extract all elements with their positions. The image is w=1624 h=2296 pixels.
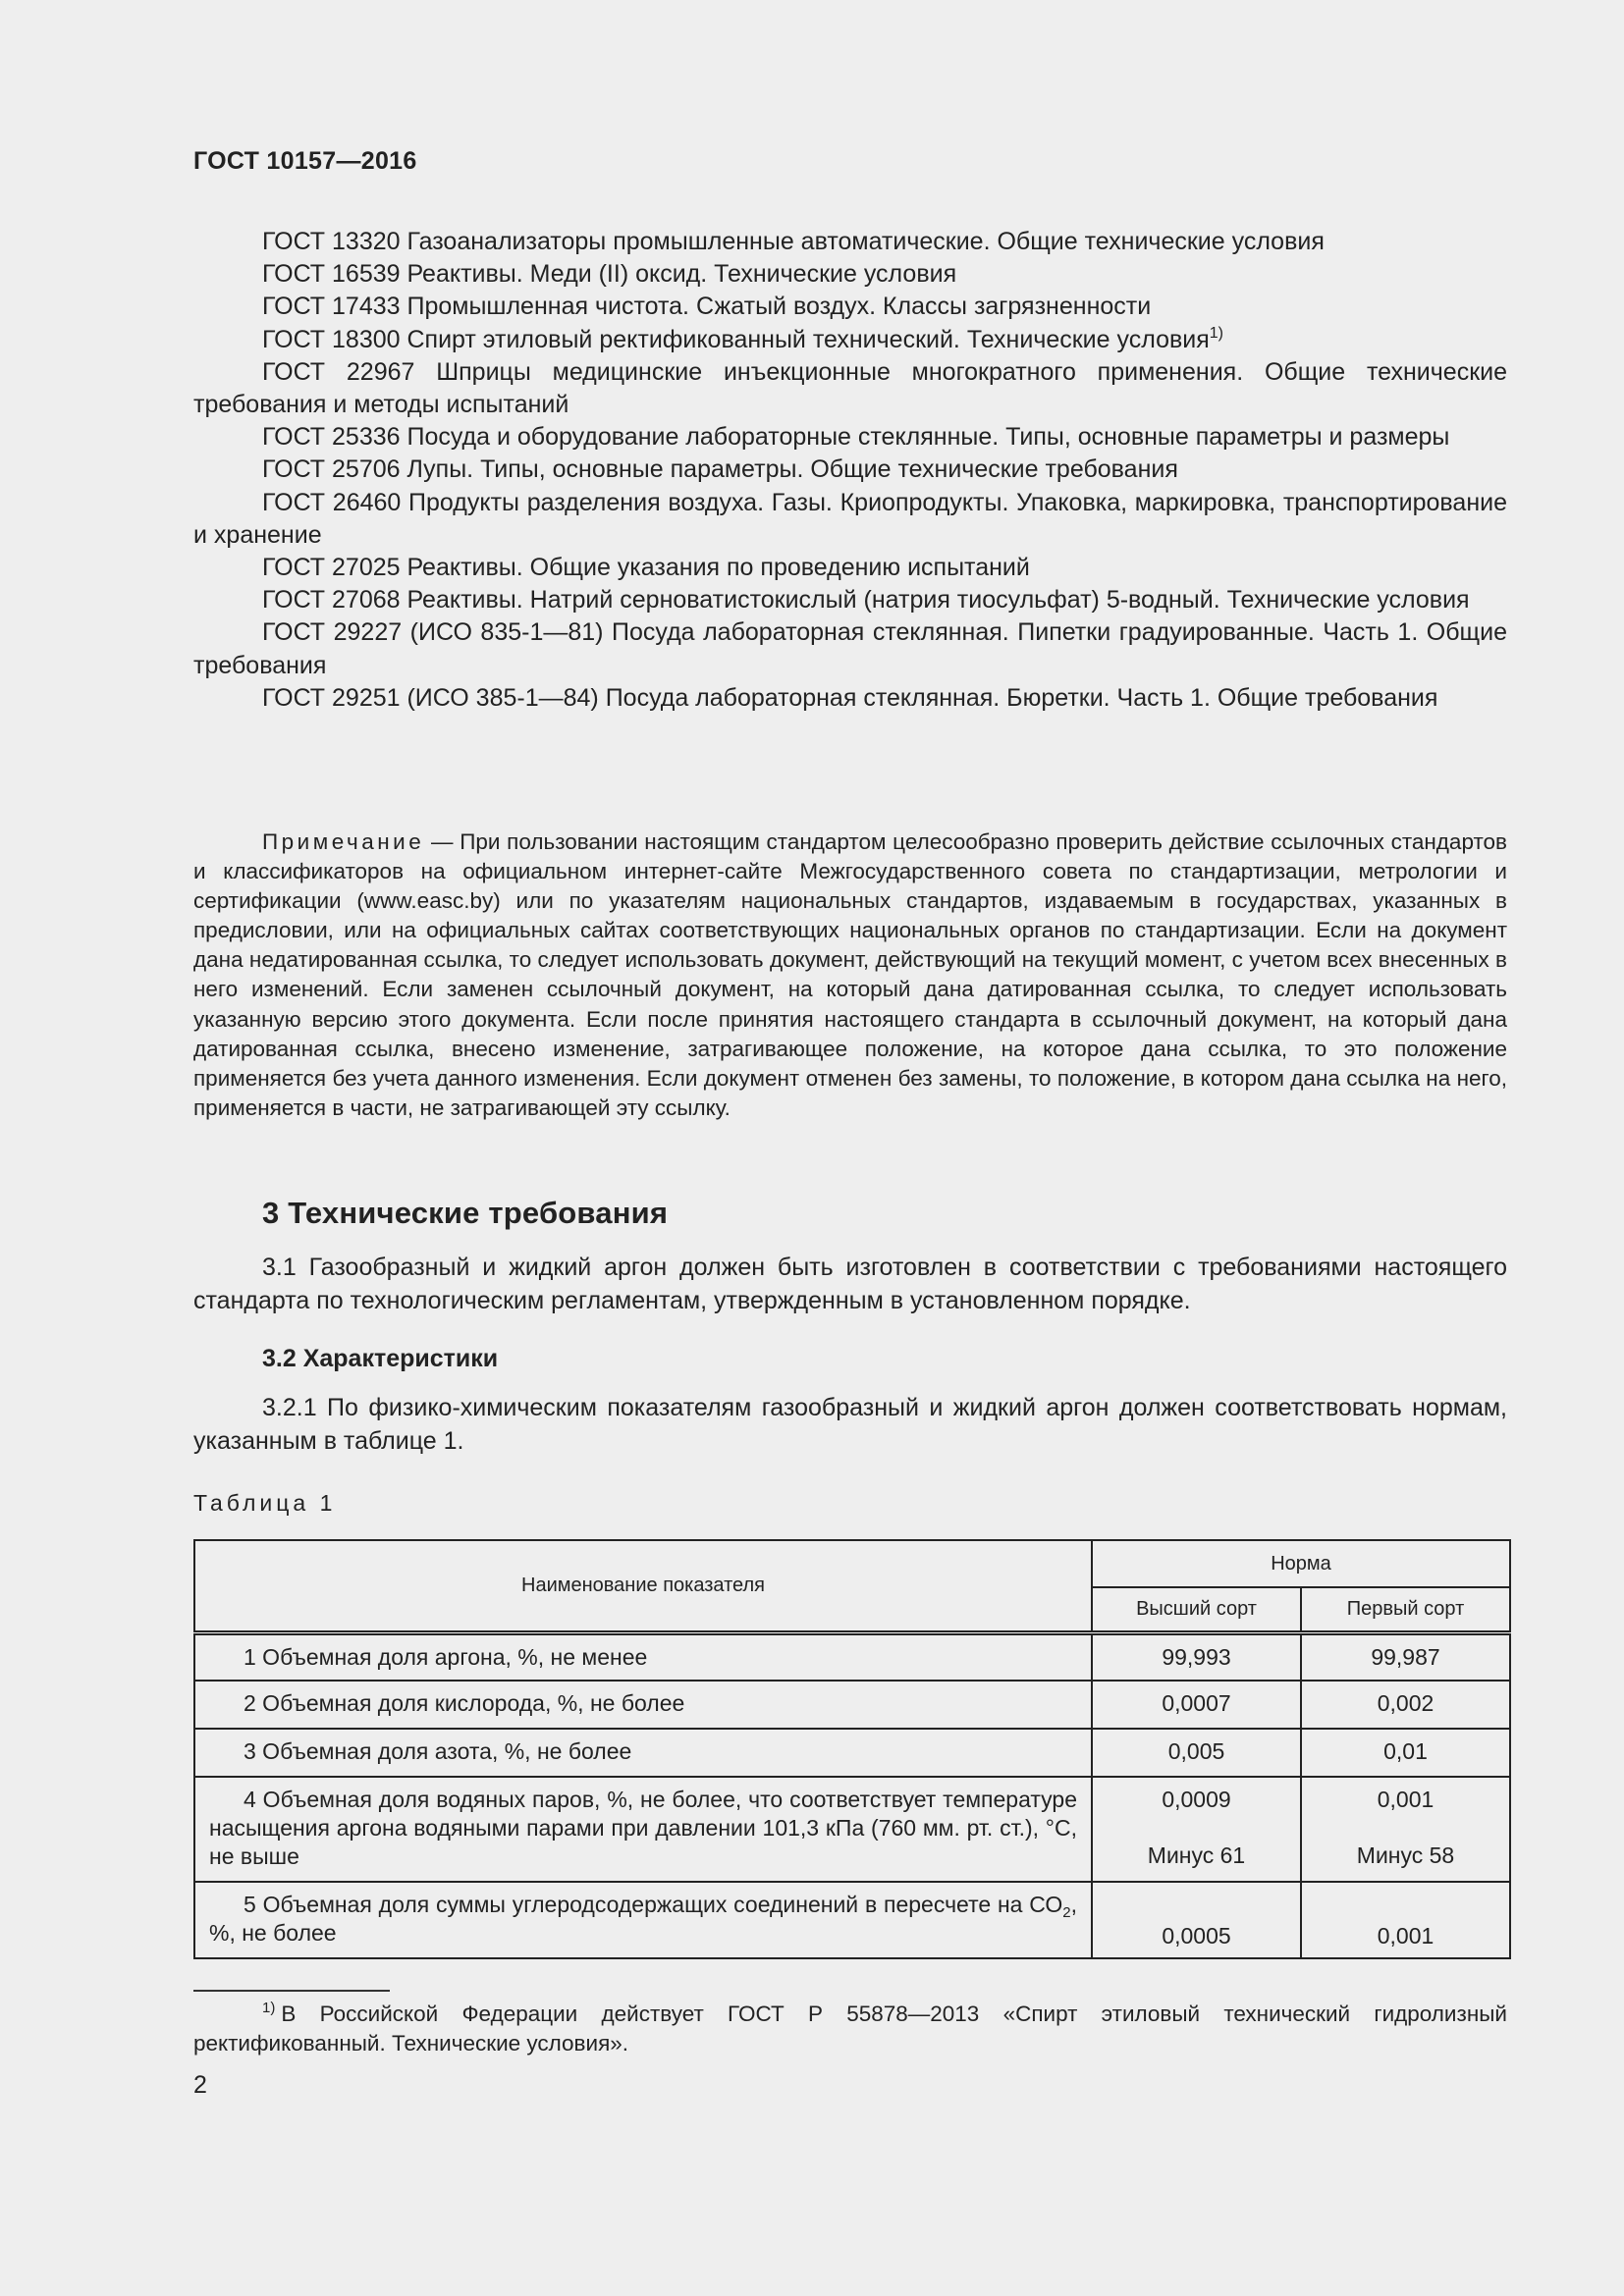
table-row: 1 Объемная доля аргона, %, не менее 99,993 99,987 [194,1632,1510,1681]
header-grade-first: Первый сорт [1301,1587,1510,1632]
paragraph-3-1: 3.1 Газообразный и жидкий аргон должен быть изготовлен в соответствии с требованиями настоящего стандарта по технологическим регламентам, утвержденным в установленном порядке. [193,1254,1507,1314]
note-label: Примечание [262,829,425,854]
reference-item: ГОСТ 27025 Реактивы. Общие указания по проведению испытаний [262,554,1030,582]
reference-item: ГОСТ 27068 Реактивы. Натрий серноватистокислый (натрия тиосульфат) 5-водный. Технические условия [262,586,1470,614]
footnote-separator [193,1990,390,1992]
table-row: 3 Объемная доля азота, %, не более 0,005 0,01 [194,1729,1510,1777]
reference-item: ГОСТ 26460 Продукты разделения воздуха. Газы. Криопродукты. Упаковка, маркировка, транспортирование и хранение [193,488,1507,549]
reference-item: ГОСТ 25706 Лупы. Типы, основные параметры. Общие технические требования [262,455,1178,484]
table-row: 4 Объемная доля водяных паров, %, не более, что соответствует температуре насыщения аргона водяными парами при давлении 101,3 кПа (760 мм. рт. ст.), °С, не выше 0,0009 Минус 61 0,001 Минус 58 [194,1777,1510,1882]
subsection-heading: 3.2 Характеристики [262,1345,499,1372]
page-number: 2 [193,2071,207,2099]
value-fraction: 0,0009 [1162,1787,1231,1812]
reference-item: ГОСТ 22967 Шприцы медицинские инъекционные многократного применения. Общие технические требования и методы испытаний [193,357,1507,419]
note-paragraph [193,828,1507,1123]
reference-item: ГОСТ 25336 Посуда и оборудование лабораторные стеклянные. Типы, основные параметры и размеры [262,423,1450,452]
value-fraction: 0,001 [1377,1787,1435,1812]
table-caption: Таблица 1 [193,1490,337,1516]
reference-item: ГОСТ 29227 (ИСО 835-1—81) Посуда лабораторная стеклянная. Пипетки градуированные. Часть 1. Общие требования [193,618,1507,679]
reference-item: ГОСТ 16539 Реактивы. Меди (II) оксид. Технические условия [262,260,957,289]
table-row: 5 Объемная доля суммы углеродсодержащих соединений в пересчете на $СО_2$, %, не более 0,0005 0,001 [194,1882,1510,1958]
paragraph-3-2-1: 3.2.1 По физико-химическим показателям газообразный и жидкий аргон должен соответствовать нормам, указанным в таблице 1. [193,1394,1507,1455]
reference-item: ГОСТ 18300 Спирт этиловый ректификованный технический. Технические условия$^{1)}$ [262,324,1224,353]
section-heading: 3 Технические требования [262,1196,669,1230]
reference-item: ГОСТ 13320 Газоанализаторы промышленные автоматические. Общие технические условия [262,228,1325,255]
normative-references [193,226,1507,715]
characteristics-table [193,1539,1511,1959]
header-norm: Норма [1092,1540,1510,1587]
document-header: ГОСТ 10157—2016 [193,147,417,175]
footnote-mark: 1) [1209,324,1224,342]
footnote: $^{1)}$ В Российской Федерации действует ГОСТ Р 55878—2013 «Спирт этиловый технический гидролизный ректификованный. Технические условия». [193,2000,1507,2056]
header-grade-highest: Высший сорт [1092,1587,1301,1632]
value-temperature: Минус 61 [1147,1842,1246,1868]
note-text: — При пользовании настоящим стандартом целесообразно проверить действие ссылочных стандартов и классификаторов на официальном интернет-сайте Межгосударственного совета по стандартизации, метрологии и сертификации (www.easc.by) или по указателям национальных стандартов, издаваемым в государствах, указанных в предисловии, или на официальных сайтах соответствующих национальных органов по стандартизации. Если на документ дана недатированная ссылка, то следует использовать документ, действующий на текущий момент, с учетом всех внесенных в него изменений. Если заменен ссылочный документ, на который дана датированная ссылка, то следует использовать указанную версию этого документа. Если после принятия настоящего стандарта в ссылочный документ, на который дана датированная ссылка, внесено изменение, затрагивающее положение, на которое дана ссылка, то это положение применяется без учета данного изменения. Если документ отменен без замены, то положение, в котором дана ссылка на него, применяется в части, не затрагивающей эту ссылку. [193,829,1507,1120]
reference-item: ГОСТ 17433 Промышленная чистота. Сжатый воздух. Классы загрязненности [262,293,1152,321]
value-temperature: Минус 58 [1356,1842,1455,1868]
footnote-mark: 1) [262,2000,276,2016]
table-row: 2 Объемная доля кислорода, %, не более 0,0007 0,002 [194,1681,1510,1729]
header-indicator-name: Наименование показателя [194,1540,1092,1632]
reference-item: ГОСТ 29251 (ИСО 385-1—84) Посуда лабораторная стеклянная. Бюретки. Часть 1. Общие требования [262,683,1438,712]
